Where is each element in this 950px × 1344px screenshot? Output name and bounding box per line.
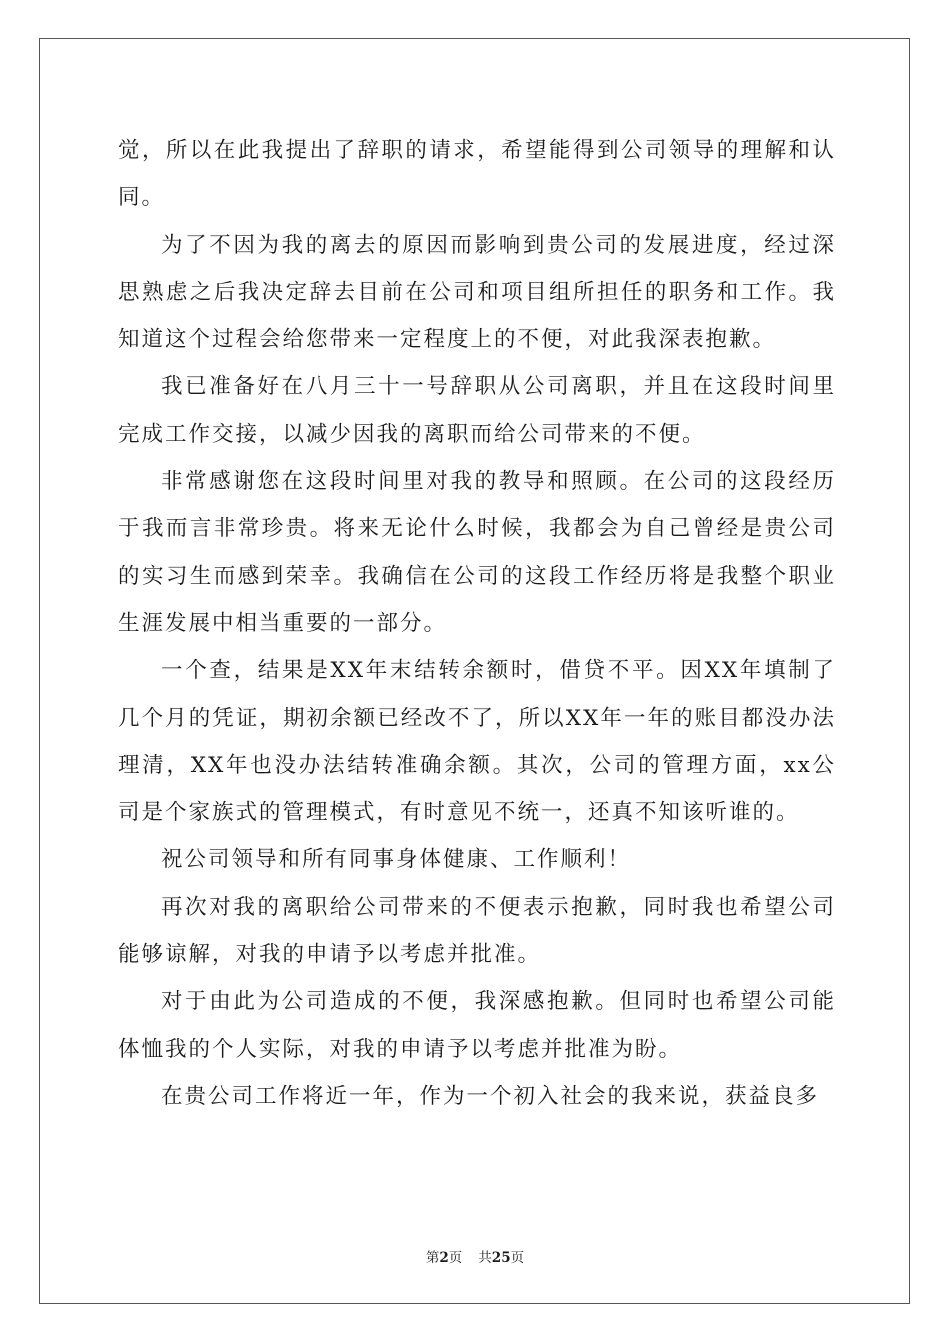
paragraph-3: 我已准备好在八月三十一号辞职从公司离职，并且在这段时间里完成工作交接，以减少因我的离职而给公司带来的不便。 [118, 374, 836, 447]
paragraph-5: 一个查，结果是XX年末结转余额时，借贷不平。因XX年填制了几个月的凭证，期初余额已经改不了，所以XX年一年的账目都没办法理清，XX年也没办法结转准确余额。其次，公司的管理方面，xx公司是个家族式的管理模式，有时意见不统一，还真不知该听谁的。 [118, 658, 836, 826]
paragraph-8: 对于由此为公司造成的不便，我深感抱歉。但同时也希望公司能体恤我的个人实际，对我的申请予以考虑并批准为盼。 [118, 989, 836, 1062]
paragraph-6: 祝公司领导和所有同事身体健康、工作顺利！ [161, 847, 632, 873]
paragraph-4: 非常感谢您在这段时间里对我的教导和照顾。在公司的这段经历于我而言非常珍贵。将来无论什么时候，我都会为自己曾经是贵公司的实习生而感到荣幸。我确信在公司的这段工作经历将是我整个职业生涯发展中相当重要的一部分。 [118, 469, 836, 636]
paragraph-7: 再次对我的离职给公司带来的不便表示抱歉，同时我也希望公司能够谅解，对我的申请予以考虑并批准。 [118, 894, 836, 968]
footer-page-suffix: 页 [448, 1250, 463, 1266]
footer-total-prefix: 共 [478, 1250, 492, 1266]
footer-page-number: 2 [439, 1250, 449, 1266]
page-footer [0, 1246, 950, 1266]
document-body [118, 127, 836, 1120]
footer-total-suffix: 页 [510, 1250, 525, 1266]
footer-total-pages: 25 [491, 1250, 511, 1266]
paragraph-1: 觉，所以在此我提出了辞职的请求，希望能得到公司领导的理解和认同。 [118, 138, 836, 211]
paragraph-9: 在贵公司工作将近一年，作为一个初入社会的我来说，获益良多 [161, 1083, 820, 1109]
paragraph-2: 为了不因为我的离去的原因而影响到贵公司的发展进度，经过深思熟虑之后我决定辞去目前在公司和项目组所担任的职务和工作。我知道这个过程会给您带来一定程度上的不便，对此我深表抱歉。 [118, 232, 836, 353]
footer-page-prefix: 第 [425, 1250, 440, 1266]
